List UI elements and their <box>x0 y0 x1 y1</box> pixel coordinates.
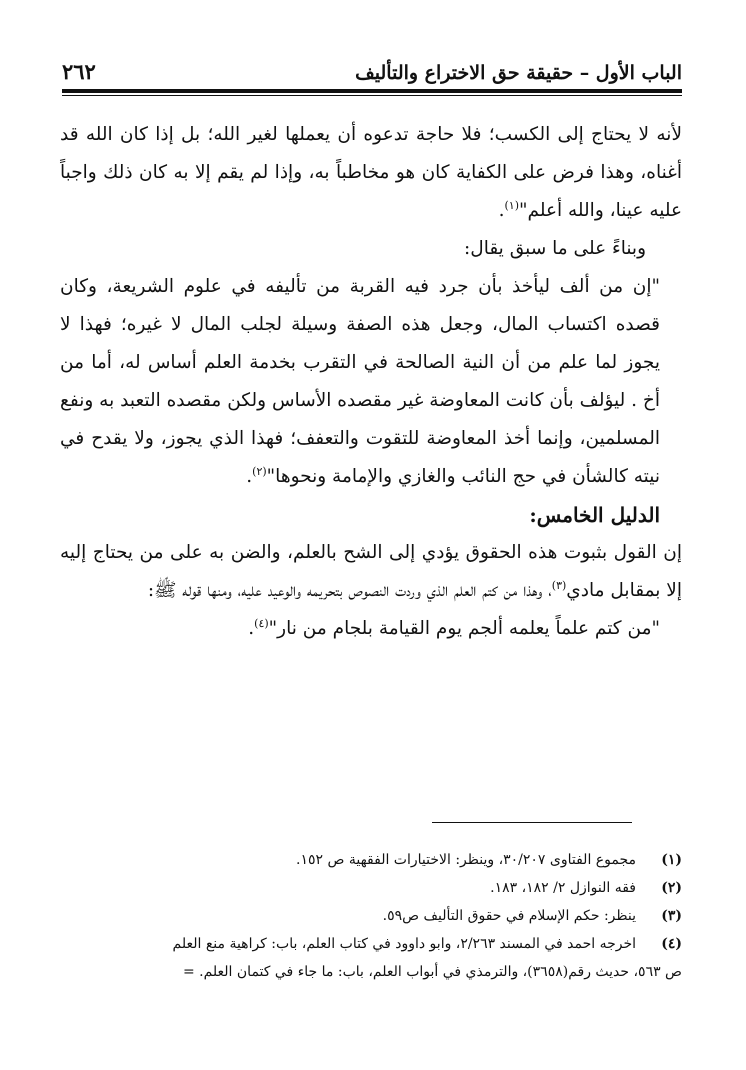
section-heading: الدليل الخامس: <box>529 503 660 527</box>
footnote-item: (٣) ينظر: حكم الإسلام في حقوق التأليف ص٥٩. <box>382 908 682 924</box>
paragraph-1: لأنه لا يحتاج إلى الكسب؛ فلا حاجة تدعوه أن يعملها لغير الله؛ بل إذا كان الله قد أغناه، وهذا فرض على الكفاية كان هو مخاطباً به، وإذا لم يقم إلا به كان ذلك واجباً عليه عينا، والله أعلم"$^{(١)}$. <box>60 124 682 221</box>
footnote-ref-1: (١) <box>504 198 519 212</box>
quote-paragraph: "إن من ألف ليأخذ بأن جرد فيه القربة من تأليفه في علوم الشريعة، وكان قصده اكتساب المال، وجعل هذه الصفة وسيلة لجلب المال لا غيره؛ فهذا لا يجوز لما علم من أن النية الصالحة في التقرب بخدمة العلم أساس له، أما من أخ . ليؤلف بأن كانت المعاوضة غير مقصده الأساس ولكن مقصده التعبد به ونفع المسلمين، وإنما أخذ المعاوضة للتقوت والتعفف؛ فهذا الذي يجوز، ولا يقدح في نيته كالشأن في حج النائب والغازي والإمامة ونحوها"$^{(٢)}$. <box>60 276 660 487</box>
footnotes <box>60 846 682 986</box>
header-rule-thin <box>62 95 682 96</box>
footnote-separator <box>432 822 632 823</box>
chapter-title: الباب الأول – حقيقة حق الاختراع والتأليف <box>355 62 682 84</box>
footnote-ref-3: (٣) <box>551 578 567 592</box>
footnote-item: (٤) اخرجه احمد في المسند ٢/٢٦٣، وابو داوود في كتاب العلم، باب: كراهية منع العلم <box>172 936 682 952</box>
header-rule-thick <box>62 89 682 93</box>
footnote-ref-4: (٤) <box>254 616 269 630</box>
footnote-continuation: ص ٥٦٣، حديث رقم(٣٦٥٨)، والترمذي في أبواب العلم، باب: ما جاء في كتمان العلم. = <box>182 964 682 980</box>
page-number: ٢٦٢ <box>62 59 96 84</box>
paragraph-4: إن القول بثبوت هذه الحقوق يؤدي إلى الشح بالعلم، والضن به على من يحتاج إليه إلا بمقابل مادي$^{(٣)}$، وهذا من كتم العلم الذي وردت النصوص بتحريمه والوعيد عليه، ومنها قوله ﷺ: <box>60 542 682 601</box>
paragraph-2: وبناءً على ما سبق يقال: <box>464 238 646 259</box>
hadith-quote: "من كتم علماً يعلمه ألجم يوم القيامة بلجام من نار"$^{(٤)}$. <box>248 616 660 639</box>
footnote-ref-2: (٢) <box>252 464 267 478</box>
footnote-item: (٢) فقه النوازل ٢/ ١٨٢، ١٨٣. <box>490 880 682 896</box>
running-header <box>62 40 682 84</box>
footnote-item: (١) مجموع الفتاوى ٣٠/٢٠٧، وينظر: الاختيارات الفقهية ص ١٥٢. <box>296 852 682 868</box>
main-text <box>60 116 682 648</box>
